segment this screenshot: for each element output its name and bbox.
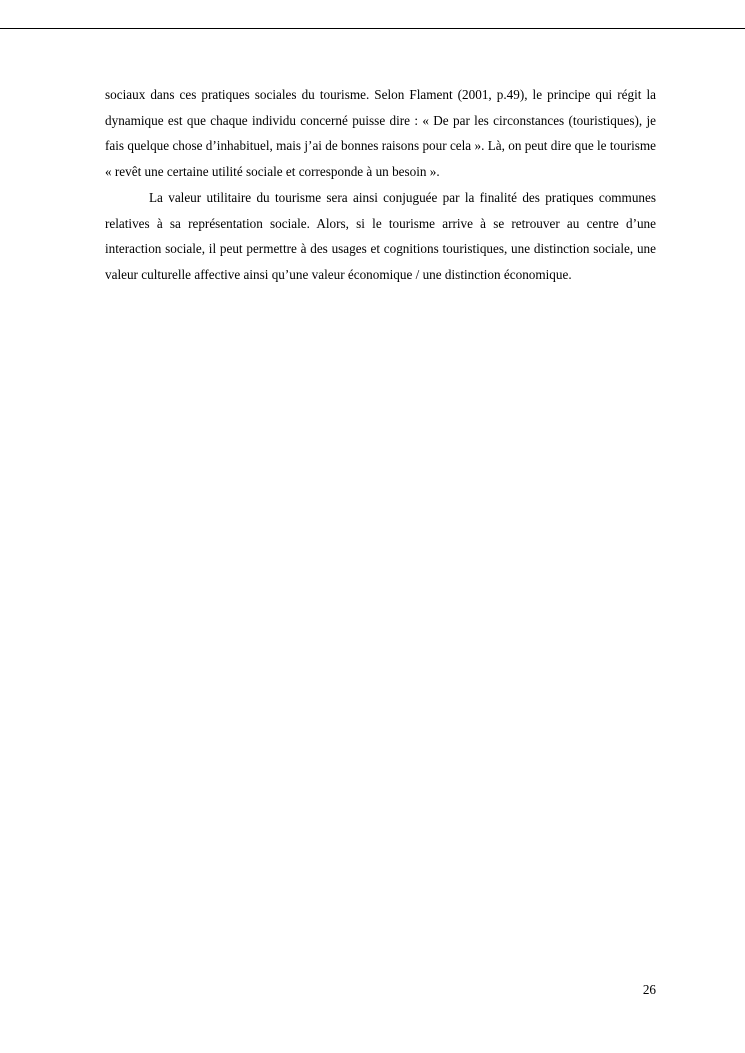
paragraph-2: La valeur utilitaire du tourisme sera ainsi conjuguée par la finalité des pratiques communes relatives à sa représentation sociale. Alors, si le tourisme arrive à se retrouver au centre d’une interaction sociale, il peut permettre à des usages et cognitions touristiques, une distinction sociale, une valeur culturelle affective ainsi qu’une valeur économique / une distinction économique.: [105, 189, 656, 282]
page-top-rule: [0, 28, 745, 29]
page-content: [105, 82, 656, 288]
page-number: 26: [642, 982, 656, 997]
paragraph-1: sociaux dans ces pratiques sociales du tourisme. Selon Flament (2001, p.49), le principe qui régit la dynamique est que chaque individu concerné puisse dire : « De par les circonstances (touristiques), je fais quelque chose d’inhabituel, mais j’ai de bonnes raisons pour cela ». Là, on peut dire que le tourisme « revêt une certaine utilité sociale et corresponde à un besoin ».: [105, 87, 656, 180]
